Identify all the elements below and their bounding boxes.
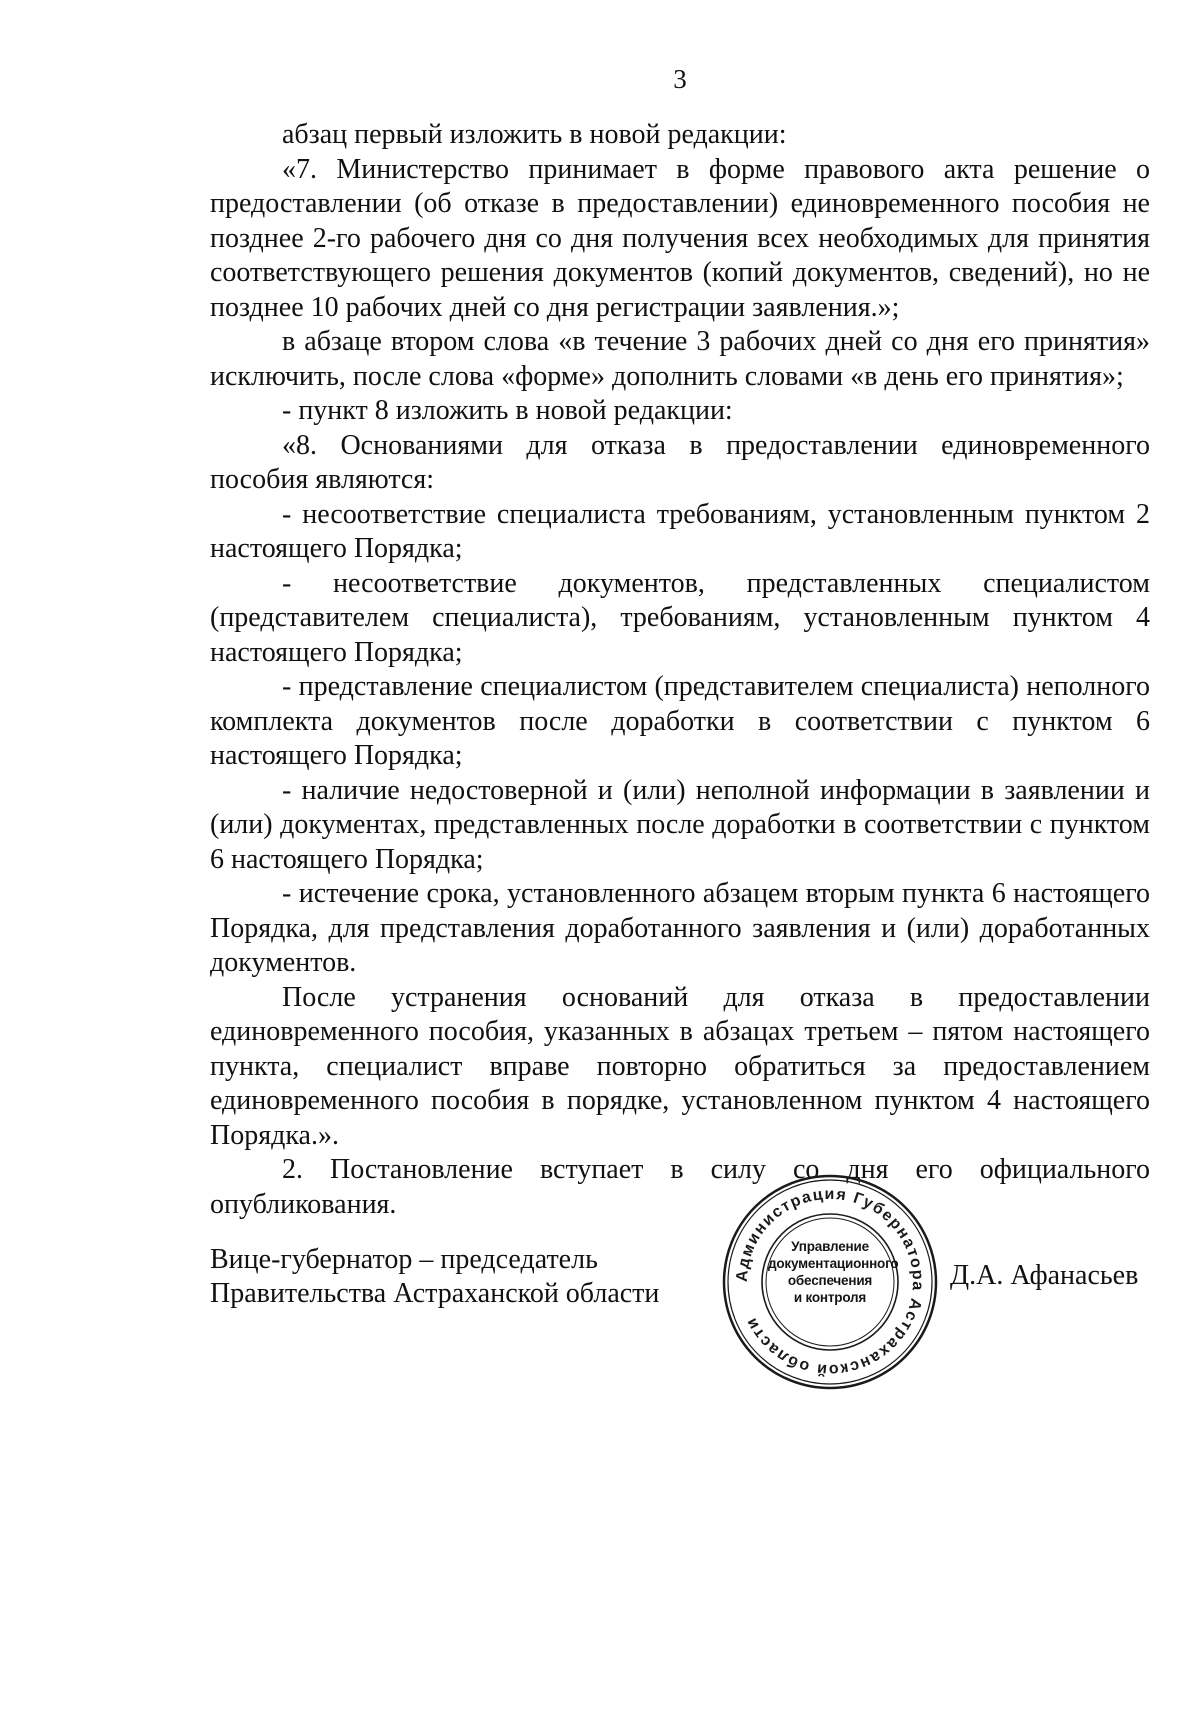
- paragraph: - истечение срока, установленного абзацем вторым пункта 6 настоящего Порядка, для представления доработанного заявления и (или) доработанных документов.: [210, 878, 1150, 978]
- paragraph: в абзаце втором слова «в течение 3 рабочих дней со дня его принятия» исключить, после слова «форме» дополнить словами «в день его принятия»;: [210, 326, 1150, 392]
- paragraph: абзац первый изложить в новой редакции:: [282, 119, 787, 150]
- stamp-line: Управление: [791, 1239, 869, 1254]
- paragraph: «7. Министерство принимает в форме правового акта решение о предоставлении (об отказе в предоставлении) единовременного пособия не позднее 2-го рабочего дня со дня получения всех необходимых для принятия соответствующего решения документов (копий документов, сведений), но не позднее 10 рабочих дней со дня регистрации заявления.»;: [210, 153, 1150, 323]
- stamp-line: и контроля: [793, 1290, 867, 1305]
- page-number: 3: [673, 64, 687, 94]
- signer-name: Д.А. Афанасьев: [950, 1260, 1139, 1291]
- paragraph: - представление специалистом (представителем специалиста) неполного комплекта документов после доработки в соответствии с пунктом 6 настоящего Порядка;: [210, 671, 1150, 771]
- stamp-line: документационного: [768, 1256, 899, 1271]
- paragraph: - несоответствие специалиста требованиям, установленным пунктом 2 настоящего Порядка;: [210, 498, 1150, 564]
- official-stamp: [720, 1172, 940, 1392]
- paragraph: После устранения оснований для отказа в предоставлении единовременного пособия, указанных в абзацах третьем – пятом настоящего пункта, специалист вправе повторно обратиться за предоставлением единовременного пособия в порядке, установленном пунктом 4 настоящего Порядка.».: [210, 981, 1150, 1151]
- signature-block: [210, 1243, 659, 1311]
- stamp-line: обеспечения: [787, 1273, 873, 1288]
- signer-position-line-2: Правительства Астраханской области: [210, 1278, 660, 1309]
- signer-position-line-1: Вице-губернатор – председатель: [210, 1244, 598, 1275]
- document-body: [210, 118, 1150, 1222]
- paragraph: «8. Основаниями для отказа в предоставлении единовременного пособия являются:: [210, 429, 1150, 495]
- paragraph: - пункт 8 изложить в новой редакции:: [282, 395, 733, 426]
- stamp-ring-text: Администрация Губернатора Астраханской области: [733, 1185, 927, 1379]
- stamp-center-text: [768, 1238, 899, 1306]
- paragraph: 2. Постановление вступает в силу со дня его официального опубликования.: [210, 1154, 1150, 1220]
- paragraph: - несоответствие документов, представленных специалистом (представителем специалиста), требованиям, установленным пунктом 4 настоящего Порядка;: [210, 567, 1150, 668]
- paragraph: - наличие недостоверной и (или) неполной информации в заявлении и (или) документах, представленных после доработки в соответствии с пунктом 6 настоящего Порядка;: [210, 774, 1150, 875]
